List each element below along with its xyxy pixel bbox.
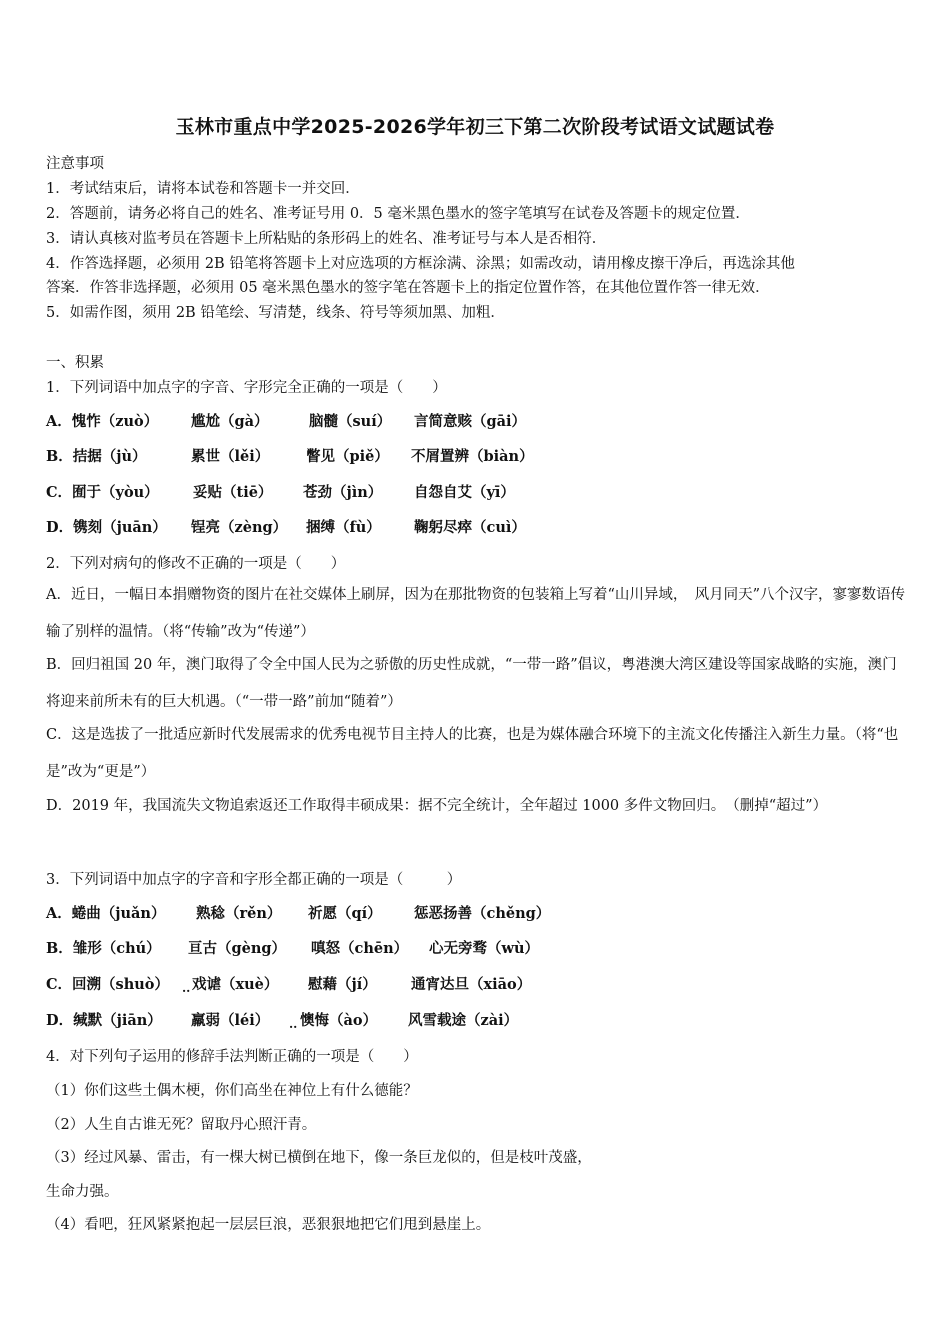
question-2-option-b[interactable]: B．回归祖国 20 年，澳门取得了令全中国人民为之骄傲的历史性成就，“一带一路”倡议，粤港澳大湾区建设等国家战略的实施，澳门将迎来前所未有的巨大机遇。（“一带一路”前加“随着”） [46,657,897,710]
question-2-stem: 2．下列对病句的修改不正确的一项是（ ） [46,556,346,572]
emphasis-dots: .. [289,1017,298,1031]
question-4-sentence-3: （3）经过风暴、雷击，有一棵大树已横倒在地下，像一条巨龙似的，但是枝叶茂盛， [46,1150,592,1166]
question-2-option-c[interactable]: C．这是选拔了一批适应新时代发展需求的优秀电视节目主持人的比赛，也是为媒体融合环境下的主流文化传播注入新生力量。（将“也是”改为“更是”） [46,727,899,780]
notice-item: 答案．作答非选择题，必须用 05 毫米黑色墨水的签字笔在答题卡上的指定位置作答，在其他位置作答一律无效． [46,280,770,296]
question-4-sentence-2: （2）人生自古谁无死？留取丹心照汗青。 [46,1117,317,1133]
question-2-option-a[interactable]: A．近日，一幅日本捐赠物资的图片在社交媒体上刷屏，因为在那批物资的包装箱上写着“山川异域， 风月同天”八个汉字，寥寥数语传输了别样的温情。（将“传输”改为“传递”） [46,587,906,640]
notice-item: 1．考试结束后，请将本试卷和答题卡一并交回． [46,181,360,197]
question-4-sentence-3-cont: 生命力强。 [46,1184,119,1200]
notice-item: 5．如需作图，须用 2B 铅笔绘、写清楚，线条、符号等须加黑、加粗． [46,305,505,321]
section-heading: 一、积累 [46,355,104,371]
notice-heading: 注意事项 [46,156,104,172]
question-4-stem: 4．对下列句子运用的修辞手法判断正确的一项是（ ） [46,1049,418,1065]
question-1-stem: 1．下列词语中加点字的字音、字形完全正确的一项是（ ） [46,380,447,396]
emphasis-dots: .. [182,981,191,995]
question-4-sentence-1: （1）你们这些土偶木梗，你们高坐在神位上有什么德能？ [46,1083,418,1099]
notice-item: 3．请认真核对监考员在答题卡上所粘贴的条形码上的姓名、准考证号与本人是否相符． [46,231,607,247]
question-4-sentence-4: （4）看吧，狂风紧紧抱起一层层巨浪，恶狠狠地把它们甩到悬崖上。 [46,1217,491,1233]
question-2-option-d[interactable]: D．2019 年，我国流失文物追索返还工作取得丰硕成果：据不完全统计，全年超过 1000 多件文物回归。 （删掉“超过”） [46,798,828,814]
page-title: 玉林市重点中学2025-2026学年初三下第二次阶段考试语文试题试卷 [175,116,775,138]
notice-item: 4．作答选择题，必须用 2B 铅笔将答题卡上对应选项的方框涂满、涂黑；如需改动，请用橡皮擦干净后，再选涂其他 [46,256,795,272]
question-3-stem: 3．下列词语中加点字的字音和字形全都正确的一项是（ ） [46,872,462,888]
notice-item: 2．答题前，请务必将自己的姓名、准考证号用 0．5 毫米黑色墨水的签字笔填写在试卷及答题卡的规定位置． [46,206,750,222]
